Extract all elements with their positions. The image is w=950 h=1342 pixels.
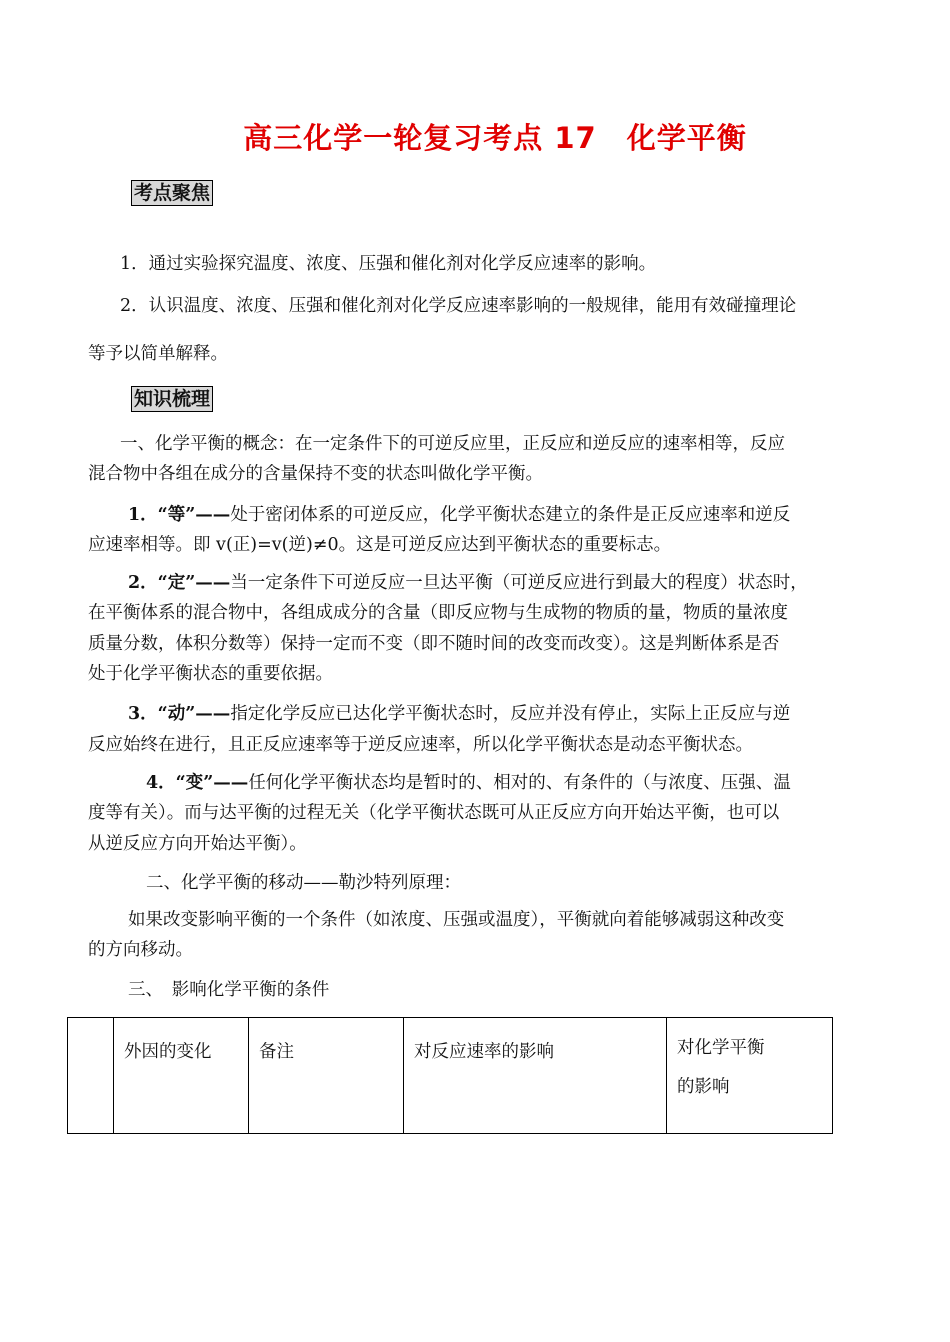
table-header-row [68,1018,833,1134]
concept-line-2: 混合物中各组在成分的含量保持不变的状态叫做化学平衡。 [88,464,543,484]
focus-item-2-cont: 等予以简单解释。 [88,344,228,364]
section-label-knowledge: 知识梳理 [131,386,213,412]
table-header-rate-effect: 对反应速率的影响 [404,1018,667,1134]
point-1-line-2: 应速率相等。即 v(正)=v(逆)≠0。这是可逆反应达到平衡状态的重要标志。 [88,535,672,555]
point-1-line-1: 1．“等”——处于密闭体系的可逆反应，化学平衡状态建立的条件是正反应速率和逆反 [128,505,791,525]
point-4-line-1: 4．“变”——任何化学平衡状态均是暂时的、相对的、有条件的（与浓度、压强、温 [146,773,791,793]
point-2-line-2: 在平衡体系的混合物中，各组成成分的含量（即反应物与生成物的物质的量，物质的量浓度 [88,603,788,623]
point-3-line-1: 3．“动”——指定化学反应已达化学平衡状态时，反应并没有停止，实际上正反应与逆 [128,704,791,724]
table-header-remarks: 备注 [249,1018,404,1134]
point-2-line-4: 处于化学平衡状态的重要依据。 [88,664,333,684]
shift-text-line-1: 如果改变影响平衡的一个条件（如浓度、压强或温度），平衡就向着能够减弱这种改变 [128,910,785,930]
shift-heading: 二、化学平衡的移动——勒沙特列原理： [146,873,461,893]
point-2-line-1: 2．“定”——当一定条件下可逆反应一旦达平衡（可逆反应进行到最大的程度）状态时， [128,573,808,593]
section-label-focus: 考点聚焦 [131,180,213,206]
table-header-external-change: 外因的变化 [114,1018,249,1134]
page-title: 高三化学一轮复习考点 17 化学平衡 [243,121,747,155]
point-3-head: 3．“动”—— [128,704,231,724]
concept-line-1: 一、化学平衡的概念：在一定条件下的可逆反应里，正反应和逆反应的速率相等，反应 [120,434,785,454]
focus-item-1: 1．通过实验探究温度、浓度、压强和催化剂对化学反应速率的影响。 [120,254,657,274]
point-3-line-2: 反应始终在进行，且正反应速率等于逆反应速率，所以化学平衡状态是动态平衡状态。 [88,735,753,755]
point-4-head: 4．“变”—— [146,773,249,793]
table-header-blank [68,1018,114,1134]
point-2-line-3: 质量分数，体积分数等）保持一定而不变（即不随时间的改变而改变）。这是判断体系是否 [88,634,780,654]
focus-item-2: 2．认识温度、浓度、压强和催化剂对化学反应速率影响的一般规律，能用有效碰撞理论 [120,296,797,316]
point-1-head: 1．“等”—— [128,505,231,525]
point-4-line-2: 度等有关）。而与达平衡的过程无关（化学平衡状态既可从正反应方向开始达平衡，也可以 [88,803,780,823]
conditions-heading: 三、 影响化学平衡的条件 [128,980,330,1000]
table-header-equilibrium-effect: 对化学平衡 的影响 [667,1018,833,1134]
shift-text-line-2: 的方向移动。 [88,940,193,960]
point-2-head: 2．“定”—— [128,573,231,593]
conditions-table [67,1017,833,1134]
point-4-line-3: 从逆反应方向开始达平衡）。 [88,834,307,854]
